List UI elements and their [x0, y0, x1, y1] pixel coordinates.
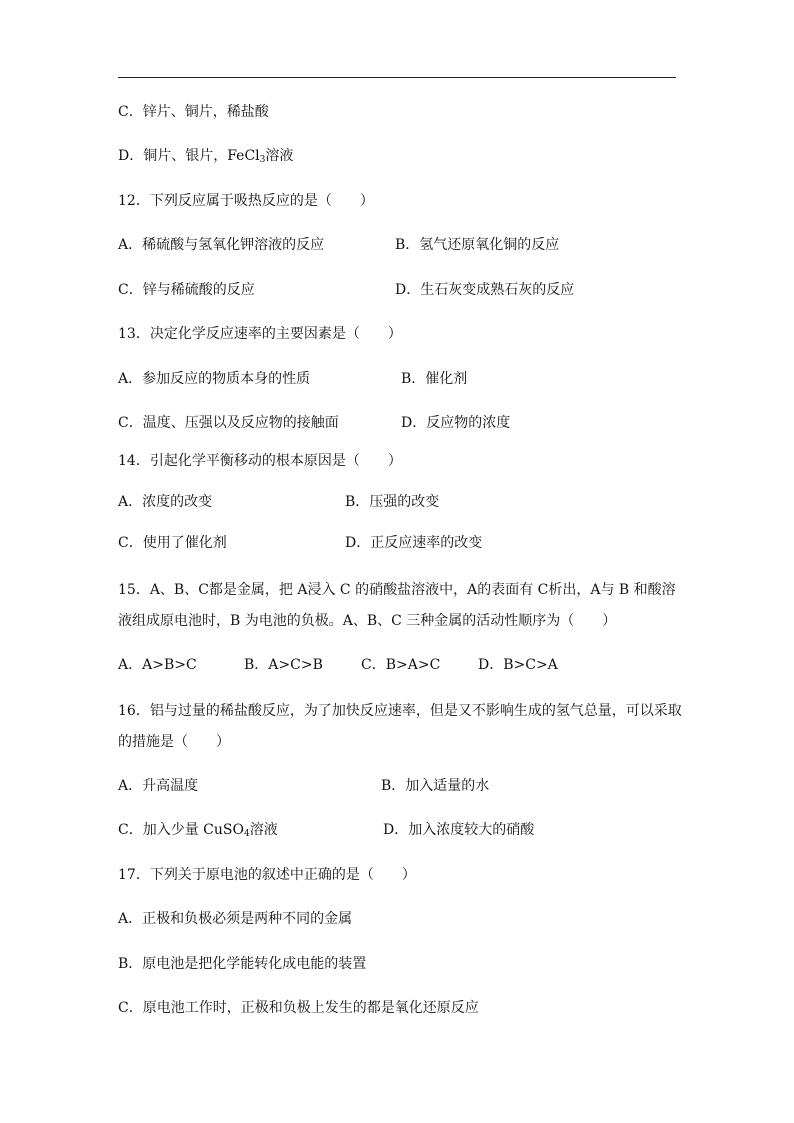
- q11-option-d: [118, 147, 293, 165]
- q16-option-c: [118, 821, 278, 839]
- q13-stem: 13．决定化学反应速率的主要因素是（ ）: [118, 326, 402, 342]
- q12-option-d: D．生石灰变成熟石灰的反应: [395, 282, 575, 298]
- q13-option-b: B．催化剂: [401, 371, 468, 387]
- q12-stem: 12．下列反应属于吸热反应的是（ ）: [118, 193, 374, 209]
- q17-option-a: A．正极和负极必须是两种不同的金属: [118, 911, 353, 927]
- q15-option-b: B．A>C>B: [244, 657, 323, 673]
- q17-stem: 17．下列关于原电池的叙述中正确的是（ ）: [118, 867, 416, 883]
- q14-stem: 14．引起化学平衡移动的根本原因是（ ）: [118, 453, 402, 469]
- q12-option-c: C．锌与稀硫酸的反应: [118, 282, 255, 298]
- header-rule: [118, 77, 676, 78]
- q11-option-d-prefix: D．铜片、银片，FeCl: [118, 148, 260, 164]
- q13-option-a: A．参加反应的物质本身的性质: [118, 371, 311, 387]
- q16-option-b: B．加入适量的水: [381, 778, 490, 794]
- q16-option-c-prefix: C．加入少量 CuSO: [118, 822, 244, 838]
- q17-option-b: B．原电池是把化学能转化成电能的装置: [118, 956, 367, 972]
- q16-option-d: D．加入浓度较大的硝酸: [383, 822, 535, 838]
- q16-option-c-subscript: 4: [243, 829, 250, 839]
- q15-stem-line-2: 液组成原电池时，B 为电池的负极。A、B、C 三种金属的活动性顺序为（ ）: [118, 613, 617, 629]
- q14-option-c: C．使用了催化剂: [118, 535, 227, 551]
- q15-option-d: D．B>C>A: [478, 657, 558, 673]
- q11-option-c: C．锌片、铜片，稀盐酸: [118, 104, 269, 120]
- q13-option-c: C．温度、压强以及反应物的接触面: [118, 415, 339, 431]
- q12-option-a: A．稀硫酸与氢氧化钾溶液的反应: [118, 237, 325, 253]
- q14-option-d: D．正反应速率的改变: [345, 535, 483, 551]
- q13-option-d: D．反应物的浓度: [401, 415, 511, 431]
- q16-stem-line-2: 的措施是（ ）: [118, 734, 230, 750]
- q15-option-a: A．A>B>C: [118, 657, 197, 673]
- q14-option-b: B．压强的改变: [345, 494, 440, 510]
- q15-stem-line-1: 15．A、B、C都是金属，把 A浸入 C 的硝酸盐溶液中，A的表面有 C析出，A与 B 和酸溶: [118, 582, 676, 598]
- q14-option-a: A．浓度的改变: [118, 494, 213, 510]
- q16-stem-line-1: 16．铝与过量的稀盐酸反应，为了加快反应速率，但是又不影响生成的氢气总量，可以采取: [118, 703, 682, 719]
- q17-option-c: C．原电池工作时，正极和负极上发生的都是氧化还原反应: [118, 1000, 479, 1016]
- q11-option-d-subscript: 3: [259, 155, 266, 165]
- q12-option-b: B．氢气还原氧化铜的反应: [395, 237, 560, 253]
- q15-option-c: C．B>A>C: [361, 657, 441, 673]
- q11-option-d-suffix: 溶液: [265, 148, 294, 164]
- q16-option-a: A．升高温度: [118, 778, 199, 794]
- q16-option-c-suffix: 溶液: [249, 822, 278, 838]
